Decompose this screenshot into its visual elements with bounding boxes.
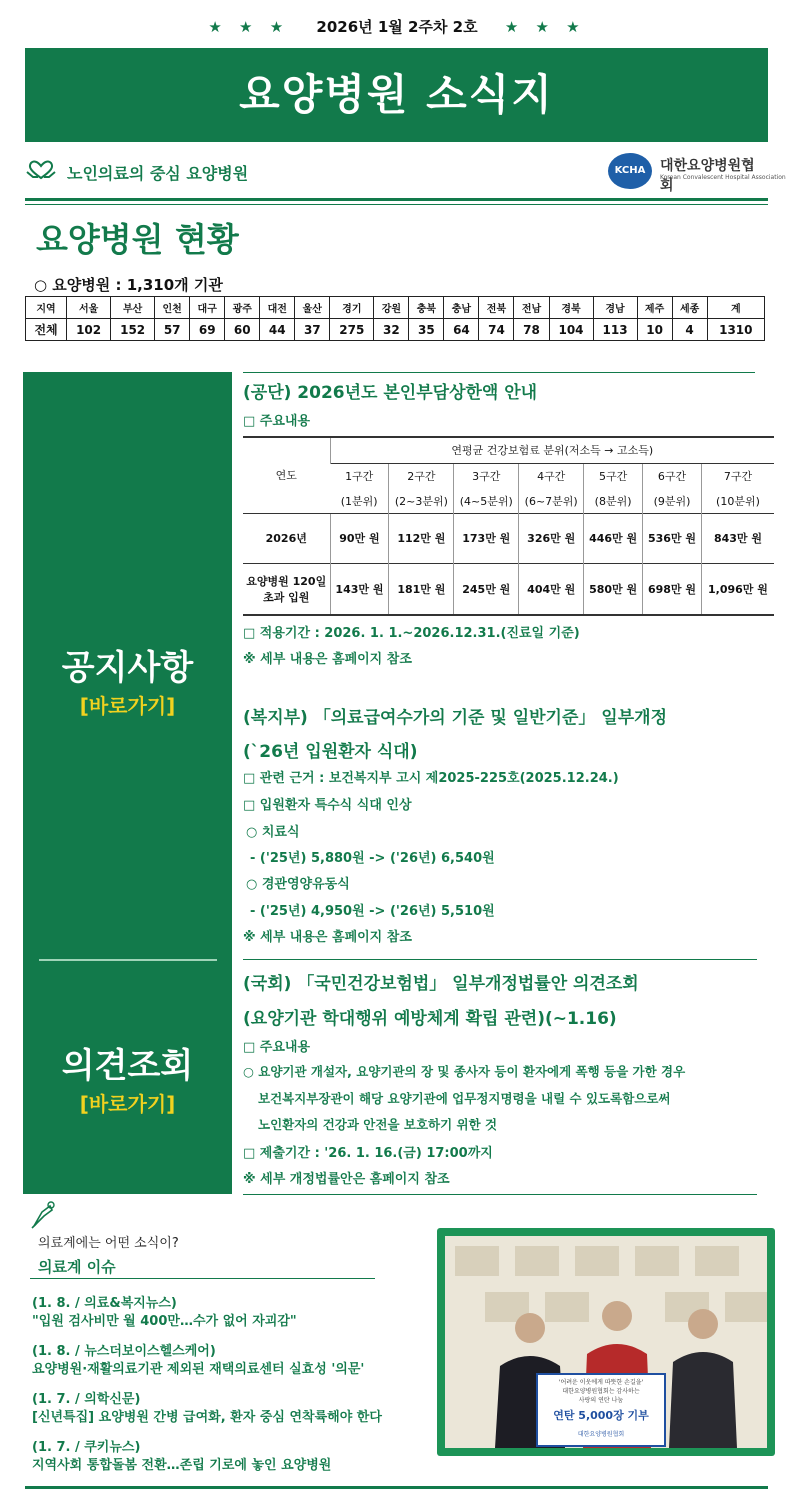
donation-photo [445,1236,767,1448]
region-header-cell: 인천 [155,297,190,319]
news-title: 의료계 이슈 [38,1258,116,1276]
bracket-cell: 6구간 [643,463,702,489]
copay-value-cell: 112만 원 [389,513,454,563]
copay-value-cell: 245만 원 [454,563,519,615]
bracket-cell: 7구간 [701,463,774,489]
copay-row-label: 2026년 [243,513,330,563]
notice-heading: 공지사항 [61,648,194,688]
notice2-item2-detail: - ('25년) 4,950원 -> ('26년) 5,510원 [250,904,495,919]
news-headline-link[interactable]: "입원 검사비만 월 400만…수가 없어 자괴감" [32,1314,297,1329]
region-header-cell: 대전 [260,297,295,319]
region-header-cell: 충북 [409,297,444,319]
star-icons: ★ ★ ★ [504,18,586,36]
copay-row-label: 요양병원 120일 초과 입원 [243,563,330,615]
region-count-cell: 10 [637,319,672,341]
region-header-cell: 강원 [374,297,409,319]
copay-row-2026 [243,513,774,563]
copay-value-cell: 181만 원 [389,563,454,615]
copay-value-cell: 698만 원 [643,563,702,615]
star-icons: ★ ★ ★ [208,18,290,36]
copay-table [243,436,774,616]
opinion1-title: (국회) 「국민건강보험법」 일부개정법률안 의견조회 [243,974,639,994]
region-header-cell: 세종 [672,297,707,319]
region-header-cell: 경기 [330,297,374,319]
bracket-cell: 5구간 [584,463,643,489]
group-header: 연평균 건강보험료 분위(저소득 → 고소득) [330,437,774,463]
sign-line: 사랑의 연탄 나눔 [578,1397,624,1404]
opinion1-body: 노인환자의 건강과 안전을 보호하기 위한 것 [258,1117,498,1132]
region-table [25,296,765,341]
region-header-cell: 제주 [637,297,672,319]
newsletter-title: 요양병원 소식지 [25,48,768,142]
notice2-raise: □ 입원환자 특수식 식대 인상 [243,798,412,813]
region-count-cell: 64 [444,319,479,341]
news-source: (1. 7. / 쿠키뉴스) [32,1440,141,1455]
copay-row-120days [243,563,774,615]
divider [25,198,768,201]
opinion1-body: 보건복지부장관이 해당 요양기관에 업무정지명령을 내릴 수 있도록함으로써 [258,1091,671,1106]
region-count-cell: 104 [549,319,593,341]
decile-cell: (4~5분위) [454,489,519,513]
region-count-cell: 152 [111,319,155,341]
association-logo[interactable] [608,152,786,194]
region-count-cell: 113 [593,319,637,341]
notice1-period: □ 적용기간 : 2026. 1. 1.~2026.12.31.(진료일 기준) [243,626,580,641]
decile-cell: (9분위) [643,489,702,513]
kcha-logo-icon: KCHA [608,153,652,189]
copay-value-cell: 143만 원 [330,563,389,615]
sign-line: 대한요양병원협회는 감사하는 [562,1388,640,1395]
region-header-cell: 경북 [549,297,593,319]
region-count-cell: 74 [479,319,514,341]
divider [243,1194,757,1195]
megaphone-hand-icon [30,1200,58,1230]
news-source: (1. 8. / 의료&복지뉴스) [32,1296,177,1311]
region-header-cell: 대구 [190,297,225,319]
region-header-cell: 부산 [111,297,155,319]
hospital-count: ○ 요양병원 : 1,310개 기관 [34,276,223,294]
copay-value-cell: 326만 원 [519,513,584,563]
slogan-row [25,152,786,194]
region-count-cell: 44 [260,319,295,341]
issue-number: 2026년 1월 2주차 2호 [316,18,478,36]
region-count-cell: 1310 [707,319,764,341]
copay-value-cell: 580만 원 [584,563,643,615]
opinion1-sub: □ 주요내용 [243,1040,311,1055]
notice2-item2: ○ 경관영양유동식 [246,877,350,892]
divider [25,204,768,205]
region-count-cell: 78 [514,319,549,341]
news-headline-link[interactable]: [신년특집] 요양병원 간병 급여화, 환자 중심 연착륙해야 한다 [32,1410,382,1425]
copay-value-cell: 446만 원 [584,513,643,563]
region-count-cell: 37 [295,319,330,341]
bracket-cell: 4구간 [519,463,584,489]
region-count-cell: 60 [225,319,260,341]
region-header-cell: 전남 [514,297,549,319]
notice2-note: ※ 세부 내용은 홈페이지 참조 [243,930,412,945]
region-count-cell: 69 [190,319,225,341]
notice2-item1-detail: - ('25년) 5,880원 -> ('26년) 6,540원 [250,851,495,866]
heart-hands-icon [25,158,57,182]
bracket-cell: 2구간 [389,463,454,489]
decile-cell: (6~7분위) [519,489,584,513]
region-count-cell: 4 [672,319,707,341]
sign-main: 연탄 5,000장 기부 [553,1409,649,1422]
notice2-subtitle: (`26년 입원환자 식대) [243,742,418,762]
association-english-name: Korean Convalescent Hospital Association [660,174,786,181]
region-header-cell: 울산 [295,297,330,319]
left-sidebar [23,372,232,1194]
region-count-cell: 57 [155,319,190,341]
bracket-cell: 3구간 [454,463,519,489]
divider [30,1278,375,1279]
opinion-link[interactable]: [바로가기] [79,1092,176,1116]
region-header-cell: 광주 [225,297,260,319]
region-header-cell: 충남 [444,297,479,319]
divider [243,959,757,960]
news-question: 의료계에는 어떤 소식이? [38,1236,179,1251]
region-header-cell: 계 [707,297,764,319]
region-count-cell: 32 [374,319,409,341]
region-header-cell: 전북 [479,297,514,319]
region-count-cell: 35 [409,319,444,341]
copay-value-cell: 90만 원 [330,513,389,563]
association-name: 대한요양병원협회 [660,158,755,194]
news-source: (1. 7. / 의학신문) [32,1392,141,1407]
decile-cell: (8분위) [584,489,643,513]
copay-value-cell: 1,096만 원 [701,563,774,615]
region-count-cell: 전체 [26,319,67,341]
region-header-cell: 경남 [593,297,637,319]
region-count-cell: 102 [67,319,111,341]
copay-value-cell: 173만 원 [454,513,519,563]
slogan: 노인의료의 중심 요양병원 [67,164,249,183]
copay-value-cell: 404만 원 [519,563,584,615]
notice1-sub: □ 주요내용 [243,414,311,429]
sign-org: 대한요양병원협회 [577,1431,625,1438]
copay-value-cell: 843만 원 [701,513,774,563]
news-headline-link[interactable]: 요양병원·재활의료기관 제외된 재택의료센터 실효성 '의문' [32,1362,365,1377]
notice1-note: ※ 세부 내용은 홈페이지 참조 [243,652,412,667]
decile-cell: (2~3분위) [389,489,454,513]
opinion1-deadline: □ 제출기간 : '26. 1. 16.(금) 17:00까지 [243,1146,493,1161]
notice-link[interactable]: [바로가기] [79,694,176,718]
year-header: 연도 [243,437,330,513]
news-source: (1. 8. / 뉴스더보이스헬스케어) [32,1344,216,1359]
bracket-cell: 1구간 [330,463,389,489]
notice1-title: (공단) 2026년도 본인부담상한액 안내 [243,383,538,403]
opinion1-note: ※ 세부 개정법률안은 홈페이지 참조 [243,1172,450,1187]
decile-cell: (1분위) [340,494,378,508]
region-header-cell: 지역 [26,297,67,319]
opinion-heading: 의견조회 [61,1046,194,1086]
copay-value-cell: 536만 원 [643,513,702,563]
news-headline-link[interactable]: 지역사회 통합돌봄 전환…존립 기로에 놓인 요양병원 [32,1458,332,1473]
region-header-row [26,297,765,319]
sidebar-divider [39,959,217,961]
region-count-cell: 275 [330,319,374,341]
region-header-cell: 서울 [67,297,111,319]
opinion1-subtitle: (요양기관 학대행위 예방체계 확립 관련)(~1.16) [243,1009,617,1029]
region-count-row [26,319,765,341]
footer-divider [25,1486,768,1489]
status-title: 요양병원 현황 [36,220,239,259]
notice2-item1: ○ 치료식 [246,825,300,840]
opinion1-body: ○ 요양기관 개설자, 요양기관의 장 및 종사자 등이 환자에게 폭행 등을 가한 경우 [243,1064,686,1079]
decile-cell: (10분위) [701,489,774,513]
issue-line [0,16,794,37]
notice2-title: (복지부) 「의료급여수가의 기준 및 일반기준」 일부개정 [243,708,667,728]
sign-line: '어려운 이웃에게 따뜻한 손길을' [558,1379,644,1386]
notice2-basis: □ 관련 근거 : 보건복지부 고시 제2025-225호(2025.12.24.) [243,771,619,786]
divider [243,372,755,373]
